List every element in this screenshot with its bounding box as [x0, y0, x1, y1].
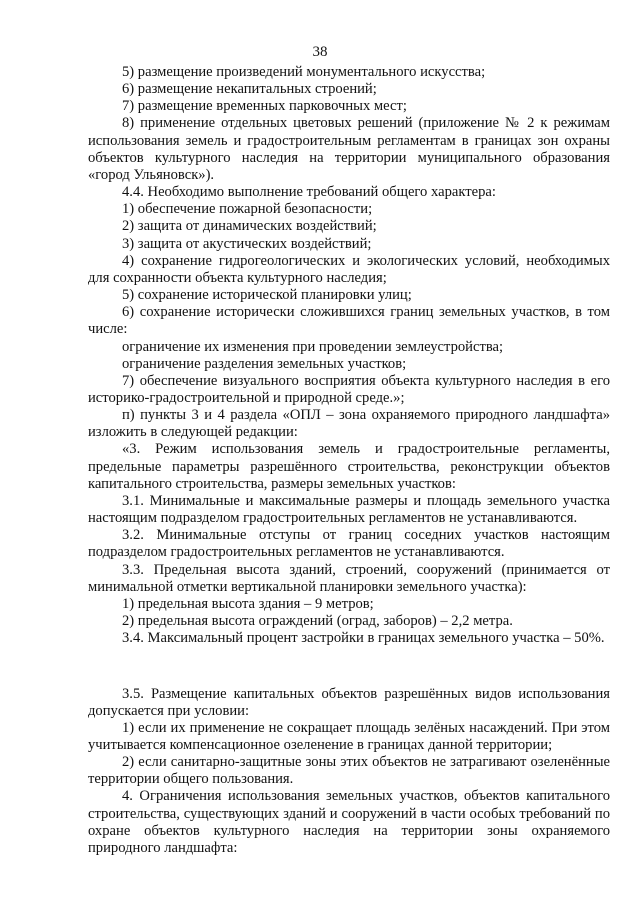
paragraph: 5) сохранение исторической планировки улиц; [122, 287, 412, 304]
paragraph: 7) размещение временных парковочных мест; [122, 98, 407, 115]
paragraph: «3. Режим использования земель и градостроительные регламенты, предельные параметры разрешённого строительства, реконструкции объектов капитального строительства, размеры земельных участков: [88, 441, 610, 492]
paragraph: 5) размещение произведений монументального искусства; [122, 64, 486, 80]
paragraph: 3.2. Минимальные отступы от границ соседних участков настоящим подразделом градостроительных регламентов не устанавливаются. [88, 527, 610, 561]
paragraph: 2) если санитарно-защитные зоны этих объектов не затрагивают озеленённые территории общего пользования. [88, 754, 610, 788]
paragraph: 2) предельная высота ограждений (оград, заборов) – 2,2 метра. [122, 613, 513, 629]
paragraph: 1) предельная высота здания – 9 метров; [122, 595, 374, 612]
paragraph: 4. Ограничения использования земельных участков, объектов капитального строительства, существующих зданий и сооружений в части особых требований по охране объектов культурного наследия на территории зоны охраняемого природного ландшафта: [88, 788, 610, 856]
paragraph: 3.5. Размещение капитальных объектов разрешённых видов использования допускается при условии: [88, 685, 610, 719]
paragraph: 7) обеспечение визуального восприятия объекта культурного наследия в его историко-градостроительной и природной среде.»; [88, 372, 610, 406]
page-number: 38 [312, 44, 328, 60]
document-body [88, 64, 610, 857]
paragraph: ограничение разделения земельных участков; [122, 355, 407, 372]
paragraph: 3.4. Максимальный процент застройки в границах земельного участка – 50%. [122, 630, 605, 647]
paragraph: 2) защита от динамических воздействий; [122, 218, 377, 235]
paragraph: 4) сохранение гидрогеологических и экологических условий, необходимых для сохранности объекта культурного наследия; [88, 252, 610, 286]
paragraph: 8) применение отдельных цветовых решений (приложение № 2 к режимам использования земель и градостроительным регламентам в границах зон охраны объектов культурного наследия на территории муниципального образования «город Ульяновск»). [88, 115, 610, 183]
paragraph: 3.1. Минимальные и максимальные размеры и площадь земельного участка настоящим подразделом градостроительных регламентов не устанавливаются. [88, 492, 610, 527]
paragraph: 1) обеспечение пожарной безопасности; [122, 201, 373, 218]
paragraph-gap [88, 662, 610, 671]
paragraph: 3.3. Предельная высота зданий, строений, сооружений (принимается от минимальной отметки вертикальной планировки земельного участка): [88, 561, 610, 595]
paragraph: 4.4. Необходимо выполнение требований общего характера: [122, 184, 496, 201]
paragraph: п) пункты 3 и 4 раздела «ОПЛ – зона охраняемого природного ландшафта» изложить в следующей редакции: [88, 407, 610, 441]
paragraph: 1) если их применение не сокращает площадь зелёных насаждений. При этом учитывается компенсационное озеленение в границах данной территории; [88, 719, 610, 753]
paragraph: 6) сохранение исторически сложившихся границ земельных участков, в том числе: [88, 304, 610, 338]
paragraph: 3) защита от акустических воздействий; [122, 235, 372, 252]
paragraph: 6) размещение некапитальных строений; [122, 81, 377, 98]
paragraph: ограничение их изменения при проведении землеустройства; [122, 338, 504, 355]
